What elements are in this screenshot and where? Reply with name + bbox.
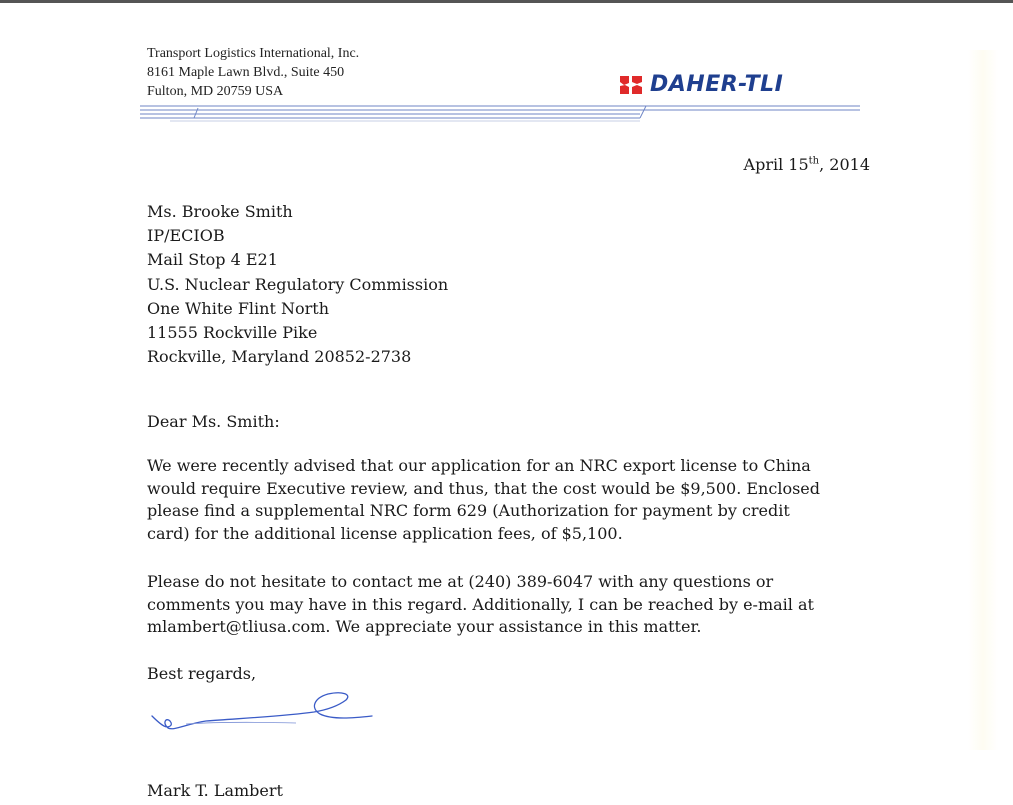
date-suffix: , 2014 [819,155,870,174]
sender-company: Transport Logistics International, Inc. [147,46,360,61]
recipient-line: IP/ECIOB [147,226,225,246]
daher-logo-icon [618,73,644,97]
recipient-line: Ms. Brooke Smith [147,202,293,221]
page-edge-tint [968,50,998,750]
closing: Best regards, [147,664,257,683]
date-ordinal: th [808,155,820,167]
body-paragraph-2 [147,571,887,639]
date-prefix: April 15 [743,155,809,174]
letter-date [744,155,870,174]
recipient-line: 11555 Rockville Pike [147,323,318,343]
page-top-border [0,0,1013,3]
recipient-line: U.S. Nuclear Regulatory Commission [147,274,449,294]
recipient-address-block [147,200,448,369]
letterhead-rules [140,100,865,122]
paragraph-line: mlambert@tliusa.com. We appreciate your assistance in this matter. [147,617,702,637]
salutation: Dear Ms. Smith: [147,412,280,431]
logo-wordmark: DAHER-TLI [650,72,784,97]
recipient-line: Rockville, Maryland 20852-2738 [147,347,412,367]
paragraph-line: Please do not hesitate to contact me at (240) 389-6047 with any questions or [147,572,774,591]
paragraph-line: would require Executive review, and thus, that the cost would be $9,500. Enclosed [147,478,820,498]
body-paragraph-1 [147,455,887,545]
signer-name: Mark T. Lambert [147,781,283,800]
handwritten-signature [146,688,386,748]
paragraph-line: card) for the additional license application fees, of $5,100. [147,523,623,543]
paragraph-line: comments you may have in this regard. Additionally, I can be reached by e-mail at [147,594,814,614]
sender-address-line1: 8161 Maple Lawn Blvd., Suite 450 [147,65,345,80]
recipient-line: Mail Stop 4 E21 [147,250,278,270]
sender-address-block [147,44,359,101]
paragraph-line: We were recently advised that our application for an NRC export license to China [147,456,811,475]
company-logo [618,72,783,97]
recipient-line: One White Flint North [147,298,329,318]
paragraph-line: please find a supplemental NRC form 629 (Authorization for payment by credit [147,501,790,521]
sender-address-line2: Fulton, MD 20759 USA [147,84,284,99]
